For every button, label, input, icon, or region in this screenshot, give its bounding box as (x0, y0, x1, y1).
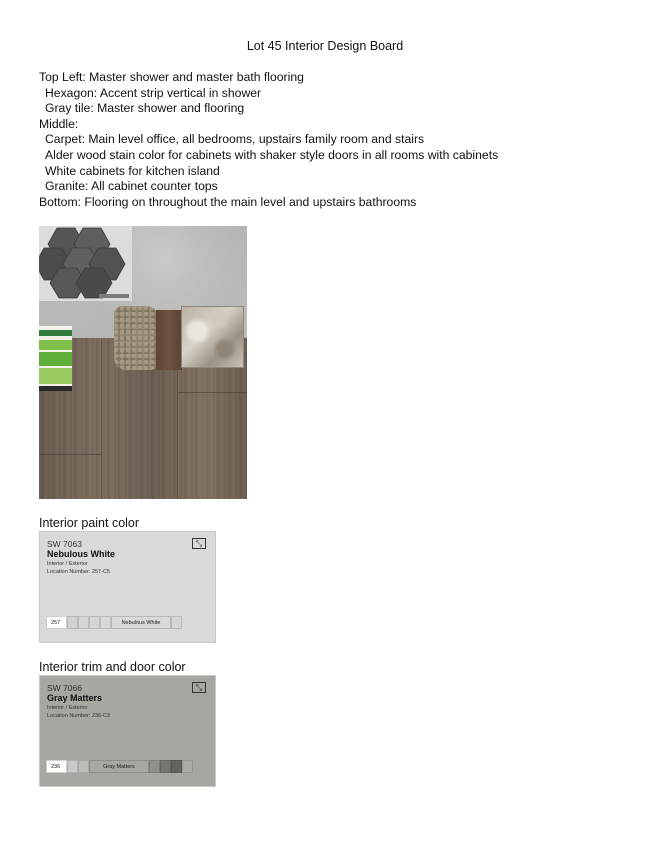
granite-sample (181, 306, 244, 368)
note-line: Hexagon: Accent strip vertical in shower (45, 85, 262, 100)
paint-color-swatch (39, 531, 216, 643)
note-line: Middle: (39, 116, 79, 131)
color-chip (78, 616, 89, 629)
note-line: White cabinets for kitchen island (45, 163, 220, 178)
alder-stain-sample (156, 310, 182, 370)
color-chip (67, 616, 78, 629)
color-chip (67, 760, 78, 773)
paint-code: SW 7063 (47, 539, 82, 549)
paint-strip-number: 257 (46, 616, 67, 629)
hexagon-tiles (39, 226, 132, 301)
trim-code: SW 7066 (47, 683, 82, 693)
paint-location: Location Number: 257-C5 (47, 569, 110, 575)
paint-color-strip (46, 616, 182, 629)
trim-section-label: Interior trim and door color (39, 660, 186, 674)
trim-name: Gray Matters (47, 693, 103, 703)
color-chip (182, 760, 193, 773)
design-board-photo (39, 226, 247, 499)
color-chip (160, 760, 171, 773)
color-chip (171, 616, 182, 629)
color-chip (89, 616, 100, 629)
expand-icon[interactable]: ⤡ (192, 682, 206, 693)
note-line: Bottom: Flooring on throughout the main level and upstairs bathrooms (39, 194, 417, 209)
paint-type: Interior / Exterior (47, 561, 88, 567)
trim-color-swatch (39, 675, 216, 787)
trim-type: Interior / Exterior (47, 705, 88, 711)
hexagon-tile-sample (39, 226, 132, 301)
page-title: Lot 45 Interior Design Board (246, 39, 404, 53)
color-chip (149, 760, 160, 773)
note-line: Top Left: Master shower and master bath flooring (39, 70, 304, 84)
trim-location: Location Number: 236-C3 (47, 713, 110, 719)
note-line: Carpet: Main level office, all bedrooms, upstairs family room and stairs (45, 132, 425, 147)
expand-icon[interactable]: ⤡ (192, 538, 206, 549)
trim-strip-number: 236 (46, 760, 67, 773)
color-chip (171, 760, 182, 773)
trim-strip-label: Gray Matters (89, 760, 149, 773)
paint-strip-label: Nebulous White (111, 616, 171, 629)
note-line: Gray tile: Master shower and flooring (45, 101, 245, 116)
color-chip (100, 616, 111, 629)
color-chip (78, 760, 89, 773)
flooring-brochure (39, 326, 72, 391)
notes-list (39, 70, 629, 210)
note-line: Granite: All cabinet counter tops (45, 179, 218, 194)
paint-name: Nebulous White (47, 549, 115, 559)
note-line: Alder wood stain color for cabinets with shaker style doors in all rooms with cabinets (45, 147, 499, 162)
paint-section-label: Interior paint color (39, 516, 140, 530)
trim-color-strip (46, 760, 193, 773)
carpet-sample (114, 306, 157, 370)
